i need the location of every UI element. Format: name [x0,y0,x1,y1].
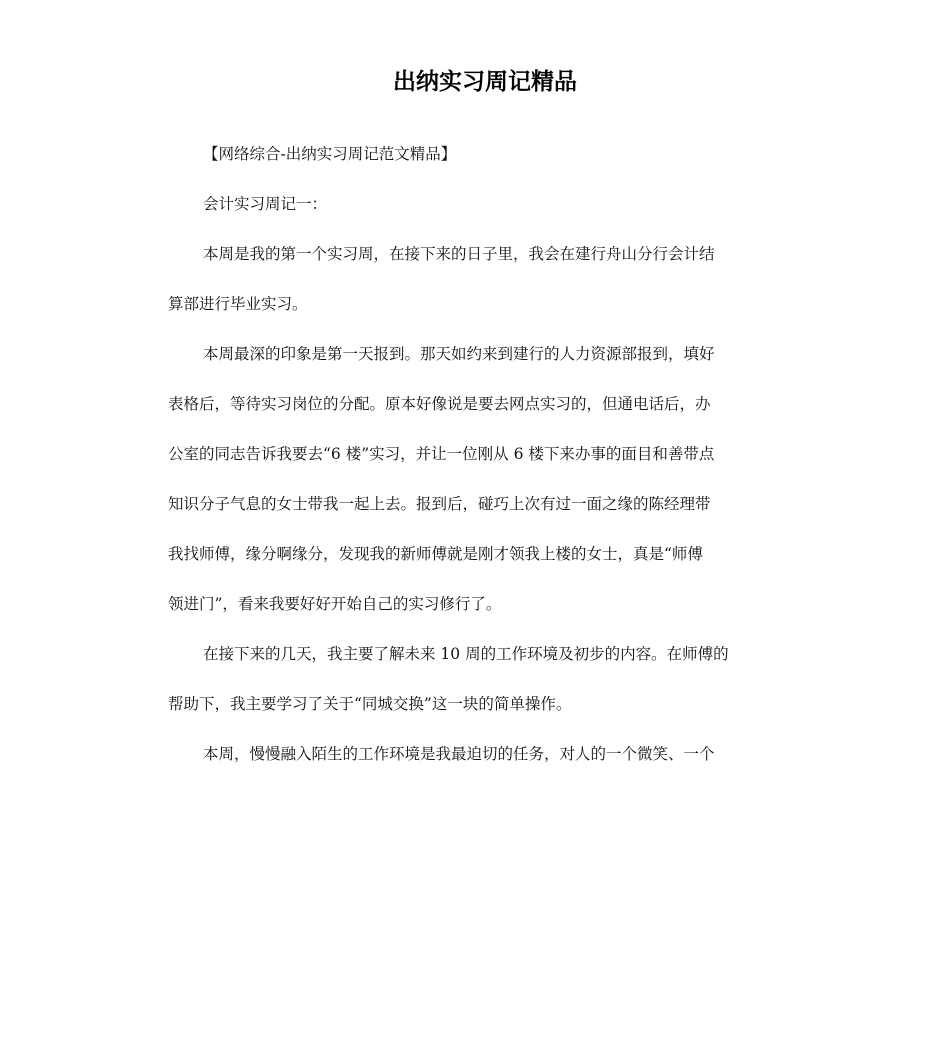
paragraph-line: 表格后，等待实习岗位的分配。原本好像说是要去网点实习的，但通电话后，办 [168,395,711,413]
paragraph-line: 在接下来的几天，我主要了解未来 10 周的工作环境及初步的内容。在师傅的 [203,645,729,663]
paragraph-line: 会计实习周记一： [203,195,328,213]
paragraph-line: 本周最深的印象是第一天报到。那天如约来到建行的人力资源部报到，填好 [203,345,715,363]
paragraph-line: 【网络综合-出纳实习周记范文精品】 [203,145,457,163]
paragraph-line: 帮助下，我主要学习了关于“同城交换”这一块的简单操作。 [168,695,572,713]
paragraph-line: 领进门”，看来我要好好开始自己的实习修行了。 [168,595,502,613]
paragraph-line: 本周，慢慢融入陌生的工作环境是我最迫切的任务，对人的一个微笑、一个 [203,745,715,763]
page-title: 出纳实习周记精品 [393,69,577,95]
paragraph-line: 公室的同志告诉我要去“6 楼”实习，并让一位刚从 6 楼下来办事的面目和善带点 [168,445,715,463]
paragraph-line: 我找师傅，缘分啊缘分，发现我的新师傅就是刚才领我上楼的女士，真是“师傅 [168,545,703,563]
paragraph-line: 知识分子气息的女士带我一起上去。报到后，碰巧上次有过一面之缘的陈经理带 [168,495,711,513]
paragraph-line: 算部进行毕业实习。 [168,295,308,313]
document-body [168,129,783,779]
paragraph-line: 本周是我的第一个实习周，在接下来的日子里，我会在建行舟山分行会计结 [203,245,715,263]
